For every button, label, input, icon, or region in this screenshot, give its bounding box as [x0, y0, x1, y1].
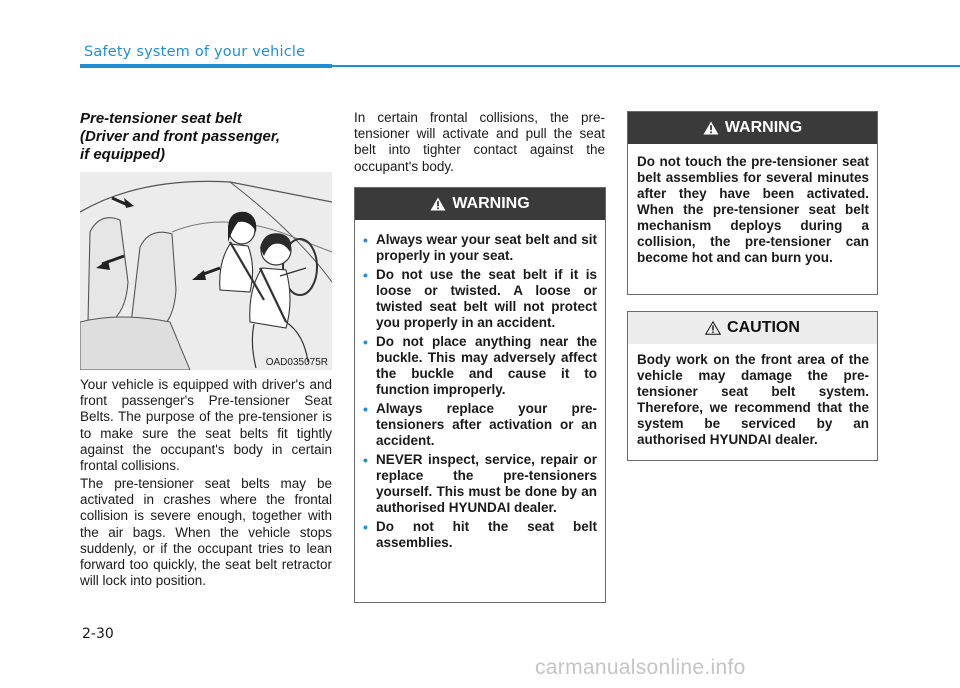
section-title-line: if equipped) [80, 146, 165, 163]
warning-item-text: Always replace your pre-tensioners after activation or an accident. [376, 401, 597, 448]
warning-box-title: WARNING [724, 119, 803, 136]
warning-box [354, 187, 606, 603]
bullet-icon: • [363, 401, 368, 417]
body-paragraph: The pre-tensioner seat belts may be activated in crashes where the frontal collision is severe enough, together with the air bags. When the vehicle stops suddenly, or if the occupant tries to lean forward too quickly, the seat belt retractor will lock into position. [80, 476, 332, 589]
warning-list [363, 232, 597, 551]
bullet-icon: • [363, 334, 368, 350]
page-number: 2-30 [82, 626, 114, 642]
warning-list-item [363, 401, 597, 449]
warning-box [627, 111, 878, 295]
bullet-icon: • [363, 519, 368, 535]
warning-list-item [363, 519, 597, 551]
warning-item-text: Always wear your seat belt and sit properly in your seat. [376, 232, 597, 263]
header-rule-thin [332, 65, 960, 67]
section-title-line: (Driver and front passenger, [80, 128, 281, 145]
figure-caption: OAD035075R [265, 357, 328, 368]
warning-triangle-icon [430, 197, 446, 211]
section-header-title: Safety system of your vehicle [84, 44, 306, 60]
warning-box-body [355, 220, 605, 562]
section-title [80, 110, 340, 164]
warning-list-item [363, 452, 597, 516]
warning-box-body: Do not touch the pre-tensioner seat belt assemblies for several minutes after they have been activated. When the pre-tensioner seat belt mechanism deploys during a collision, the pre-tensioner can become hot and can burn you. [637, 154, 869, 265]
body-paragraph: Your vehicle is equipped with driver's and front passenger's Pre-tensioner Seat Belts. The purpose of the pre-tensioner is to make sure the seat belts fit tightly against the occupant's body in certain frontal collisions. [80, 377, 332, 474]
caution-box-body: Body work on the front area of the vehicle may damage the pre-tensioner seat belt system. Therefore, we recommend that the system be serviced by an authorised HYUNDAI dealer. [637, 352, 869, 447]
caution-box [627, 311, 878, 461]
warning-item-text: Do not hit the seat belt assemblies. [376, 519, 597, 550]
bullet-icon: • [363, 232, 368, 248]
pretensioner-illustration [80, 172, 332, 370]
bullet-icon: • [363, 452, 368, 468]
warning-list-item [363, 267, 597, 331]
warning-box-header [628, 112, 877, 144]
header-rule-thick [80, 64, 332, 68]
section-title-line: Pre-tensioner seat belt [80, 110, 242, 127]
warning-list-item [363, 232, 597, 264]
caution-box-title: CAUTION [727, 319, 800, 336]
caution-box-header [628, 312, 877, 344]
caution-triangle-icon [705, 321, 721, 335]
watermark: carmanualsonline.info [535, 656, 746, 679]
warning-triangle-icon [703, 121, 719, 135]
warning-item-text: NEVER inspect, service, repair or replace the pre-tensioners yourself. This must be done by an authorised HYUNDAI dealer. [376, 452, 597, 515]
warning-box-title: WARNING [452, 195, 530, 212]
warning-item-text: Do not place anything near the buckle. This may adversely affect the buckle and cause it to function improperly. [376, 334, 597, 397]
car-interior-drawing [80, 172, 332, 370]
warning-box-header [355, 188, 605, 220]
warning-list-item [363, 334, 597, 398]
warning-item-text: Do not use the seat belt if it is loose or twisted. A loose or twisted seat belt will not protect you properly in an accident. [376, 267, 597, 330]
body-paragraph: In certain frontal collisions, the pre-tensioner will activate and pull the seat belt into tighter contact against the occupant's body. [354, 110, 605, 174]
bullet-icon: • [363, 267, 368, 283]
